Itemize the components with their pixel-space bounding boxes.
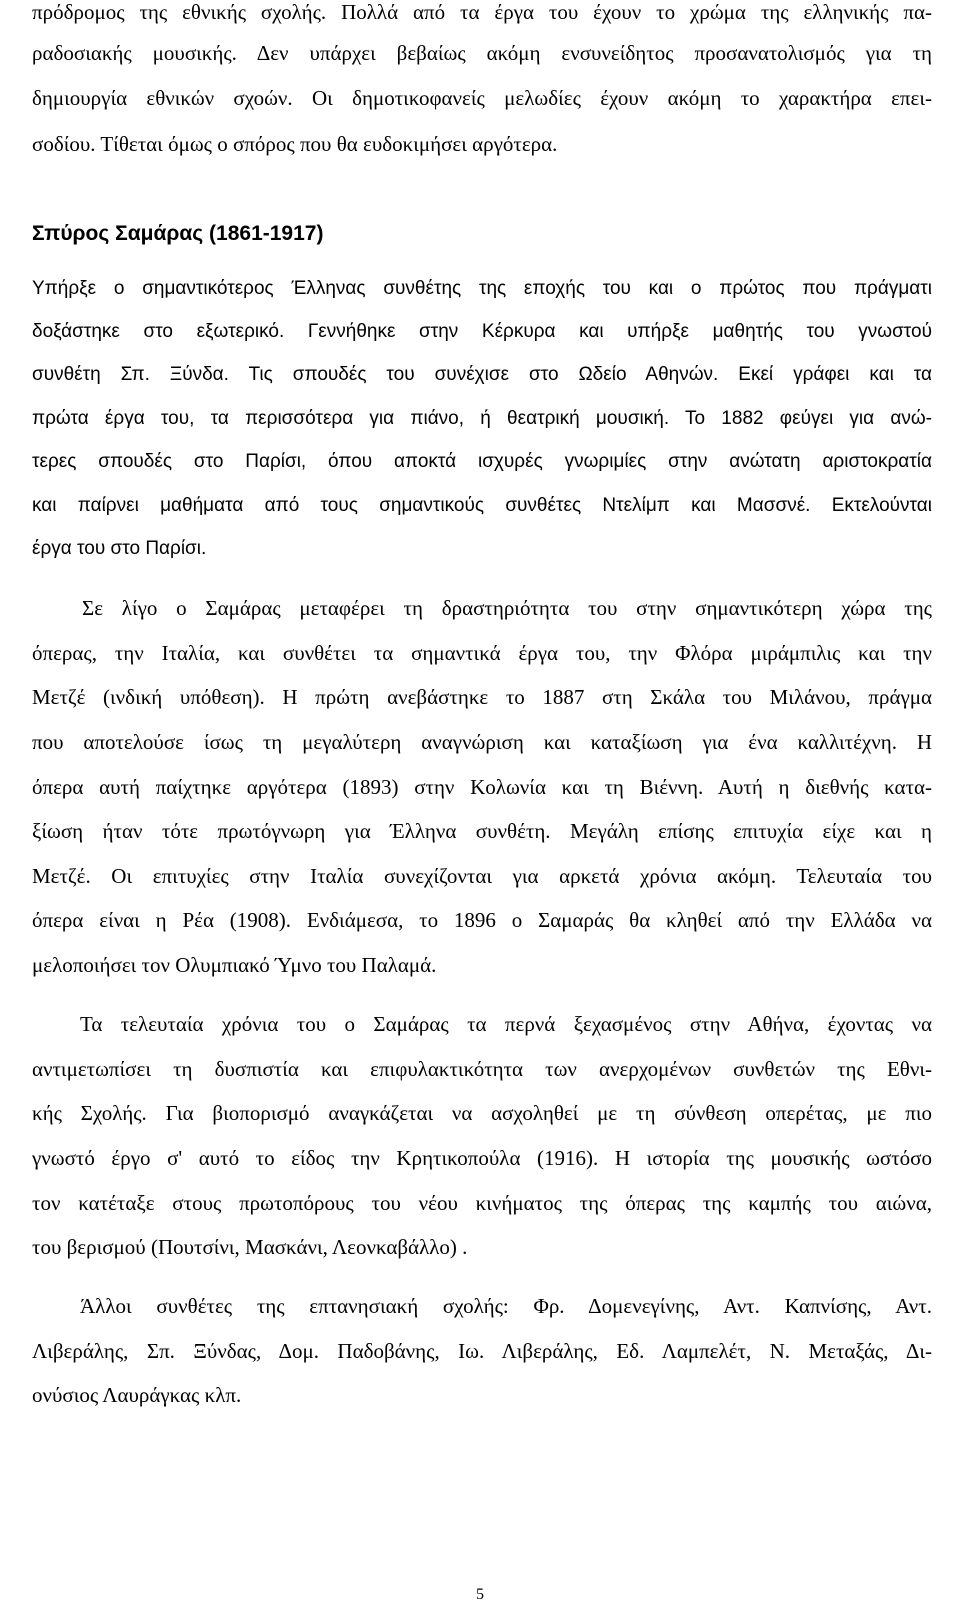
page-number: 5 <box>476 1586 484 1603</box>
text-line: γνωστό έργο σ' αυτό το είδος την Κρητικοπούλα (1916). Η ιστορία της μουσικής ωστόσο <box>32 1146 932 1170</box>
text-line: δημιουργία εθνικών σχοών. Οι δημοτικοφανείς μελωδίες έχουν ακόμη το χαρακτήρα επει- <box>32 86 932 110</box>
text-line: τερες σπουδές στο Παρίσι, όπου αποκτά ισχυρές γνωριμίες στην ανώτατη αριστοκρατία <box>32 451 932 472</box>
text-line: και παίρνει μαθήματα από τους σημαντικούς συνθέτες Ντελίμπ και Μασσνέ. Εκτελούνται <box>32 495 932 516</box>
text-line: Λιβεράλης, Σπ. Ξύνδας, Δομ. Παδοβάνης, Ιω. Λιβεράλης, Εδ. Λαμπελέτ, Ν. Μεταξάς, Δι- <box>32 1339 932 1363</box>
text-line: Μετζέ (ινδική υπόθεση). Η πρώτη ανεβάστηκε το 1887 στη Σκάλα του Μιλάνου, πράγμα <box>32 685 932 709</box>
text-line: όπερα είναι η Ρέα (1908). Ενδιάμεσα, το 1896 ο Σαμαράς θα κληθεί από την Ελλάδα να <box>32 908 932 932</box>
text-line: τον κατέταξε στους πρωτοπόρους του νέου κινήματος της όπερας της καμπής του αιώνα, <box>32 1191 932 1215</box>
text-line: ονύσιος Λαυράγκας κλπ. <box>32 1383 242 1407</box>
text-line: ξίωση ήταν τότε πρωτόγνωρη για Έλληνα συνθέτη. Μεγάλη επίσης επιτυχία είχε και η <box>32 819 932 843</box>
text-line: σοδίου. Τίθεται όμως ο σπόρος που θα ευδοκιμήσει αργότερα. <box>32 132 558 156</box>
section-heading: Σπύρος Σαμάρας (1861-1917) <box>32 222 324 245</box>
text-line: αντιμετωπίσει τη δυσπιστία και επιφυλακτικότητα των ανερχομένων συνθετών της Εθνι- <box>32 1057 932 1081</box>
text-line: του βερισμού (Πουτσίνι, Μασκάνι, Λεονκαβάλλο) . <box>32 1235 468 1259</box>
text-line: δοξάστηκε στο εξωτερικό. Γεννήθηκε στην Κέρκυρα και υπήρξε μαθητής του γνωστού <box>32 321 932 342</box>
text-line: που αποτελούσε ίσως τη μεγαλύτερη αναγνώριση και καταξίωση για ένα καλλιτέχνη. Η <box>32 730 932 754</box>
text-line: όπερα αυτή παίχτηκε αργότερα (1893) στην Κολωνία και τη Βιέννη. Αυτή η διεθνής κατα- <box>32 775 932 799</box>
text-line: όπερας, την Ιταλία, και συνθέτει τα σημαντικά έργα του, την Φλόρα μιράμπιλις και την <box>32 641 932 665</box>
text-line: κής Σχολής. Για βιοπορισμό αναγκάζεται να ασχοληθεί με τη σύνθεση οπερέτας, με πιο <box>32 1101 932 1125</box>
text-line: Άλλοι συνθέτες της επτανησιακή σχολής: Φρ. Δομενεγίνης, Αντ. Καπνίσης, Αντ. <box>80 1294 932 1318</box>
text-line: Υπήρξε ο σημαντικότερος Έλληνας συνθέτης της εποχής του και ο πρώτος που πράγματι <box>32 278 932 299</box>
text-line: έργα του στο Παρίσι. <box>32 538 207 559</box>
text-line: συνθέτη Σπ. Ξύνδα. Τις σπουδές του συνέχισε στο Ωδείο Αθηνών. Εκεί γράφει και τα <box>32 364 932 385</box>
text-line: πρόδρομος της εθνικής σχολής. Πολλά από τα έργα του έχουν το χρώμα της ελληνικής πα- <box>32 0 932 24</box>
text-line: Τα τελευταία χρόνια του ο Σαμάρας τα περνά ξεχασμένος στην Αθήνα, έχοντας να <box>80 1012 932 1036</box>
text-line: Σε λίγο ο Σαμάρας μεταφέρει τη δραστηριότητα του στην σημαντικότερη χώρα της <box>82 596 932 620</box>
text-line: ραδοσιακής μουσικής. Δεν υπάρχει βεβαίως ακόμη ενσυνείδητος προσανατολισμός για τη <box>32 41 932 65</box>
text-line: πρώτα έργα του, τα περισσότερα για πιάνο, ή θεατρική μουσική. Το 1882 φεύγει για ανώ- <box>32 408 932 429</box>
text-line: Μετζέ. Οι επιτυχίες στην Ιταλία συνεχίζονται για αρκετά χρόνια ακόμη. Τελευταία του <box>32 864 932 888</box>
text-line: μελοποιήσει τον Ολυμπιακό Ύμνο του Παλαμά. <box>32 953 437 977</box>
